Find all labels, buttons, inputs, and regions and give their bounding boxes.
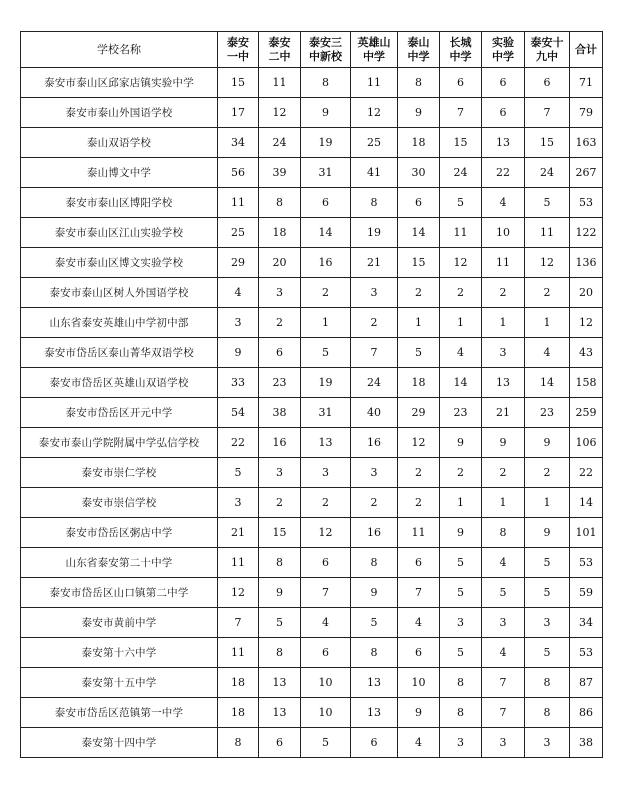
total-cell: 87	[570, 668, 603, 698]
quota-cell: 3	[218, 488, 259, 518]
table-row	[21, 428, 603, 458]
total-cell: 79	[570, 98, 603, 128]
table-row	[21, 308, 603, 338]
quota-cell: 8	[440, 668, 482, 698]
quota-cell: 1	[398, 308, 440, 338]
header-school-name: 学校名称	[21, 32, 218, 68]
school-name-cell: 泰山博文中学	[21, 158, 218, 188]
quota-cell: 13	[259, 698, 301, 728]
quota-cell: 16	[351, 518, 398, 548]
quota-cell: 11	[398, 518, 440, 548]
quota-cell: 11	[259, 68, 301, 98]
quota-cell: 5	[398, 338, 440, 368]
quota-cell: 18	[398, 128, 440, 158]
header-cell: 泰安十 九中	[525, 32, 570, 68]
header-cell: 合计	[570, 32, 603, 68]
quota-cell: 18	[259, 218, 301, 248]
total-cell: 71	[570, 68, 603, 98]
quota-cell: 19	[301, 128, 351, 158]
quota-cell: 25	[218, 218, 259, 248]
quota-cell: 6	[351, 728, 398, 758]
quota-cell: 12	[398, 428, 440, 458]
table-row	[21, 698, 603, 728]
quota-cell: 4	[482, 548, 525, 578]
quota-cell: 5	[525, 188, 570, 218]
table-row	[21, 248, 603, 278]
quota-cell: 22	[218, 428, 259, 458]
quota-cell: 3	[259, 278, 301, 308]
quota-cell: 8	[525, 668, 570, 698]
quota-cell: 2	[482, 458, 525, 488]
quota-cell: 14	[440, 368, 482, 398]
quota-cell: 2	[482, 278, 525, 308]
quota-cell: 15	[440, 128, 482, 158]
table-row	[21, 458, 603, 488]
table-row	[21, 398, 603, 428]
quota-cell: 6	[259, 338, 301, 368]
quota-cell: 9	[525, 518, 570, 548]
quota-cell: 2	[301, 488, 351, 518]
table-row	[21, 368, 603, 398]
quota-cell: 14	[398, 218, 440, 248]
quota-cell: 2	[398, 278, 440, 308]
table-row	[21, 98, 603, 128]
quota-cell: 13	[301, 428, 351, 458]
total-cell: 101	[570, 518, 603, 548]
school-name-cell: 泰安市岱岳区开元中学	[21, 398, 218, 428]
table-row	[21, 728, 603, 758]
quota-cell: 8	[218, 728, 259, 758]
quota-cell: 9	[218, 338, 259, 368]
school-name-cell: 泰山双语学校	[21, 128, 218, 158]
quota-cell: 8	[482, 518, 525, 548]
quota-cell: 56	[218, 158, 259, 188]
quota-cell: 17	[218, 98, 259, 128]
table-row	[21, 338, 603, 368]
quota-cell: 9	[398, 98, 440, 128]
total-cell: 43	[570, 338, 603, 368]
total-cell: 53	[570, 188, 603, 218]
total-cell: 20	[570, 278, 603, 308]
school-name-cell: 泰安市泰山区树人外国语学校	[21, 278, 218, 308]
total-cell: 163	[570, 128, 603, 158]
quota-cell: 2	[525, 278, 570, 308]
quota-cell: 12	[259, 98, 301, 128]
header-cell: 泰山 中学	[398, 32, 440, 68]
quota-cell: 2	[398, 488, 440, 518]
quota-cell: 2	[525, 458, 570, 488]
quota-cell: 7	[440, 98, 482, 128]
quota-cell: 6	[482, 68, 525, 98]
quota-cell: 11	[351, 68, 398, 98]
quota-cell: 7	[525, 98, 570, 128]
quota-cell: 16	[301, 248, 351, 278]
quota-cell: 9	[482, 428, 525, 458]
quota-cell: 21	[351, 248, 398, 278]
table-row	[21, 188, 603, 218]
quota-cell: 8	[351, 638, 398, 668]
quota-cell: 31	[301, 398, 351, 428]
quota-cell: 13	[482, 128, 525, 158]
quota-cell: 11	[218, 638, 259, 668]
quota-cell: 2	[301, 278, 351, 308]
school-name-cell: 泰安市泰山外国语学校	[21, 98, 218, 128]
header-cell: 泰安 一中	[218, 32, 259, 68]
quota-cell: 18	[218, 668, 259, 698]
header-cell: 泰安 二中	[259, 32, 301, 68]
quota-cell: 31	[301, 158, 351, 188]
quota-cell: 2	[259, 488, 301, 518]
header-cell: 泰安三 中新校	[301, 32, 351, 68]
quota-cell: 29	[398, 398, 440, 428]
school-name-cell: 山东省泰安第二十中学	[21, 548, 218, 578]
quota-cell: 10	[301, 698, 351, 728]
quota-cell: 7	[482, 668, 525, 698]
total-cell: 38	[570, 728, 603, 758]
quota-cell: 13	[351, 698, 398, 728]
quota-cell: 5	[440, 548, 482, 578]
quota-cell: 3	[482, 338, 525, 368]
quota-cell: 3	[440, 728, 482, 758]
quota-cell: 6	[525, 68, 570, 98]
quota-cell: 40	[351, 398, 398, 428]
quota-cell: 23	[259, 368, 301, 398]
quota-cell: 4	[398, 608, 440, 638]
quota-cell: 24	[351, 368, 398, 398]
quota-cell: 22	[482, 158, 525, 188]
quota-cell: 8	[351, 188, 398, 218]
quota-cell: 11	[218, 548, 259, 578]
quota-cell: 14	[525, 368, 570, 398]
total-cell: 259	[570, 398, 603, 428]
quota-cell: 4	[482, 188, 525, 218]
quota-cell: 39	[259, 158, 301, 188]
school-name-cell: 泰安市岱岳区英雄山双语学校	[21, 368, 218, 398]
quota-cell: 1	[482, 308, 525, 338]
quota-cell: 9	[525, 428, 570, 458]
quota-cell: 5	[525, 578, 570, 608]
quota-cell: 4	[218, 278, 259, 308]
quota-cell: 5	[440, 638, 482, 668]
total-cell: 86	[570, 698, 603, 728]
quota-cell: 3	[301, 458, 351, 488]
school-name-cell: 山东省泰安英雄山中学初中部	[21, 308, 218, 338]
quota-cell: 11	[525, 218, 570, 248]
quota-cell: 19	[301, 368, 351, 398]
quota-cell: 15	[525, 128, 570, 158]
table-row	[21, 218, 603, 248]
total-cell: 53	[570, 548, 603, 578]
school-name-cell: 泰安第十六中学	[21, 638, 218, 668]
table-body	[21, 68, 603, 758]
quota-cell: 1	[482, 488, 525, 518]
quota-cell: 9	[440, 518, 482, 548]
quota-cell: 1	[440, 308, 482, 338]
school-name-cell: 泰安第十四中学	[21, 728, 218, 758]
quota-cell: 6	[398, 638, 440, 668]
quota-cell: 10	[482, 218, 525, 248]
quota-cell: 9	[301, 98, 351, 128]
quota-cell: 24	[259, 128, 301, 158]
total-cell: 12	[570, 308, 603, 338]
total-cell: 158	[570, 368, 603, 398]
quota-cell: 12	[440, 248, 482, 278]
quota-cell: 1	[301, 308, 351, 338]
quota-cell: 7	[218, 608, 259, 638]
allocation-table	[20, 31, 603, 758]
quota-cell: 41	[351, 158, 398, 188]
quota-cell: 13	[259, 668, 301, 698]
quota-cell: 6	[482, 98, 525, 128]
quota-cell: 3	[525, 728, 570, 758]
quota-cell: 18	[218, 698, 259, 728]
table-row	[21, 668, 603, 698]
total-cell: 106	[570, 428, 603, 458]
quota-cell: 3	[440, 608, 482, 638]
quota-cell: 3	[218, 308, 259, 338]
quota-cell: 4	[440, 338, 482, 368]
table-row	[21, 488, 603, 518]
table-header-row	[21, 32, 603, 68]
quota-cell: 23	[525, 398, 570, 428]
school-name-cell: 泰安市崇仁学校	[21, 458, 218, 488]
quota-cell: 5	[440, 188, 482, 218]
total-cell: 34	[570, 608, 603, 638]
quota-cell: 2	[351, 488, 398, 518]
quota-cell: 16	[351, 428, 398, 458]
quota-cell: 5	[440, 578, 482, 608]
quota-cell: 9	[351, 578, 398, 608]
quota-cell: 5	[301, 728, 351, 758]
school-name-cell: 泰安市岱岳区范镇第一中学	[21, 698, 218, 728]
school-name-cell: 泰安第十五中学	[21, 668, 218, 698]
total-cell: 53	[570, 638, 603, 668]
quota-cell: 6	[398, 548, 440, 578]
quota-cell: 12	[351, 98, 398, 128]
school-name-cell: 泰安市崇信学校	[21, 488, 218, 518]
quota-cell: 12	[525, 248, 570, 278]
quota-cell: 54	[218, 398, 259, 428]
quota-cell: 34	[218, 128, 259, 158]
quota-cell: 21	[218, 518, 259, 548]
quota-cell: 6	[301, 188, 351, 218]
quota-cell: 18	[398, 368, 440, 398]
school-name-cell: 泰安市泰山区邱家店镇实验中学	[21, 68, 218, 98]
quota-cell: 8	[440, 698, 482, 728]
school-name-cell: 泰安市泰山区江山实验学校	[21, 218, 218, 248]
quota-cell: 8	[525, 698, 570, 728]
school-name-cell: 泰安市岱岳区泰山菁华双语学校	[21, 338, 218, 368]
school-name-cell: 泰安市岱岳区粥店中学	[21, 518, 218, 548]
quota-cell: 6	[259, 728, 301, 758]
quota-cell: 6	[301, 638, 351, 668]
quota-cell: 3	[482, 608, 525, 638]
quota-cell: 6	[301, 548, 351, 578]
total-cell: 122	[570, 218, 603, 248]
quota-cell: 7	[398, 578, 440, 608]
quota-cell: 23	[440, 398, 482, 428]
quota-cell: 8	[398, 68, 440, 98]
quota-cell: 7	[351, 338, 398, 368]
quota-cell: 21	[482, 398, 525, 428]
quota-cell: 4	[301, 608, 351, 638]
quota-cell: 3	[525, 608, 570, 638]
quota-cell: 15	[218, 68, 259, 98]
quota-cell: 3	[259, 458, 301, 488]
quota-cell: 4	[398, 728, 440, 758]
total-cell: 14	[570, 488, 603, 518]
quota-cell: 5	[482, 578, 525, 608]
quota-cell: 3	[482, 728, 525, 758]
quota-cell: 1	[440, 488, 482, 518]
quota-cell: 15	[398, 248, 440, 278]
school-name-cell: 泰安市黄前中学	[21, 608, 218, 638]
quota-cell: 11	[440, 218, 482, 248]
header-cell: 实验 中学	[482, 32, 525, 68]
quota-cell: 9	[259, 578, 301, 608]
quota-cell: 5	[259, 608, 301, 638]
quota-cell: 3	[351, 458, 398, 488]
quota-cell: 8	[259, 548, 301, 578]
quota-cell: 9	[398, 698, 440, 728]
quota-cell: 24	[440, 158, 482, 188]
quota-cell: 7	[482, 698, 525, 728]
quota-cell: 2	[440, 458, 482, 488]
quota-cell: 11	[218, 188, 259, 218]
quota-cell: 2	[351, 308, 398, 338]
quota-cell: 14	[301, 218, 351, 248]
quota-cell: 2	[398, 458, 440, 488]
total-cell: 267	[570, 158, 603, 188]
table-row	[21, 128, 603, 158]
quota-cell: 13	[351, 668, 398, 698]
quota-cell: 3	[351, 278, 398, 308]
quota-cell: 8	[301, 68, 351, 98]
quota-cell: 6	[398, 188, 440, 218]
quota-cell: 29	[218, 248, 259, 278]
table-row	[21, 518, 603, 548]
quota-cell: 8	[259, 638, 301, 668]
quota-cell: 5	[525, 548, 570, 578]
quota-cell: 6	[440, 68, 482, 98]
quota-cell: 2	[259, 308, 301, 338]
table-row	[21, 578, 603, 608]
quota-cell: 20	[259, 248, 301, 278]
table-row	[21, 548, 603, 578]
quota-cell: 10	[398, 668, 440, 698]
quota-cell: 4	[525, 338, 570, 368]
school-name-cell: 泰安市岱岳区山口镇第二中学	[21, 578, 218, 608]
quota-cell: 9	[440, 428, 482, 458]
quota-cell: 5	[218, 458, 259, 488]
quota-cell: 12	[218, 578, 259, 608]
quota-cell: 8	[351, 548, 398, 578]
quota-cell: 30	[398, 158, 440, 188]
table-row	[21, 158, 603, 188]
total-cell: 59	[570, 578, 603, 608]
total-cell: 22	[570, 458, 603, 488]
quota-cell: 4	[482, 638, 525, 668]
quota-cell: 12	[301, 518, 351, 548]
quota-cell: 38	[259, 398, 301, 428]
school-name-cell: 泰安市泰山学院附属中学弘信学校	[21, 428, 218, 458]
quota-cell: 19	[351, 218, 398, 248]
quota-cell: 5	[351, 608, 398, 638]
quota-cell: 33	[218, 368, 259, 398]
quota-cell: 1	[525, 308, 570, 338]
school-name-cell: 泰安市泰山区博文实验学校	[21, 248, 218, 278]
quota-cell: 5	[525, 638, 570, 668]
table-row	[21, 638, 603, 668]
quota-cell: 11	[482, 248, 525, 278]
header-cell: 长城 中学	[440, 32, 482, 68]
quota-cell: 5	[301, 338, 351, 368]
table-row	[21, 278, 603, 308]
header-cell: 英雄山 中学	[351, 32, 398, 68]
quota-cell: 2	[440, 278, 482, 308]
quota-cell: 1	[525, 488, 570, 518]
quota-cell: 15	[259, 518, 301, 548]
quota-cell: 8	[259, 188, 301, 218]
total-cell: 136	[570, 248, 603, 278]
quota-cell: 16	[259, 428, 301, 458]
school-name-cell: 泰安市泰山区博阳学校	[21, 188, 218, 218]
quota-cell: 13	[482, 368, 525, 398]
quota-cell: 7	[301, 578, 351, 608]
table-row	[21, 608, 603, 638]
table-row	[21, 68, 603, 98]
quota-cell: 25	[351, 128, 398, 158]
quota-cell: 24	[525, 158, 570, 188]
quota-cell: 10	[301, 668, 351, 698]
